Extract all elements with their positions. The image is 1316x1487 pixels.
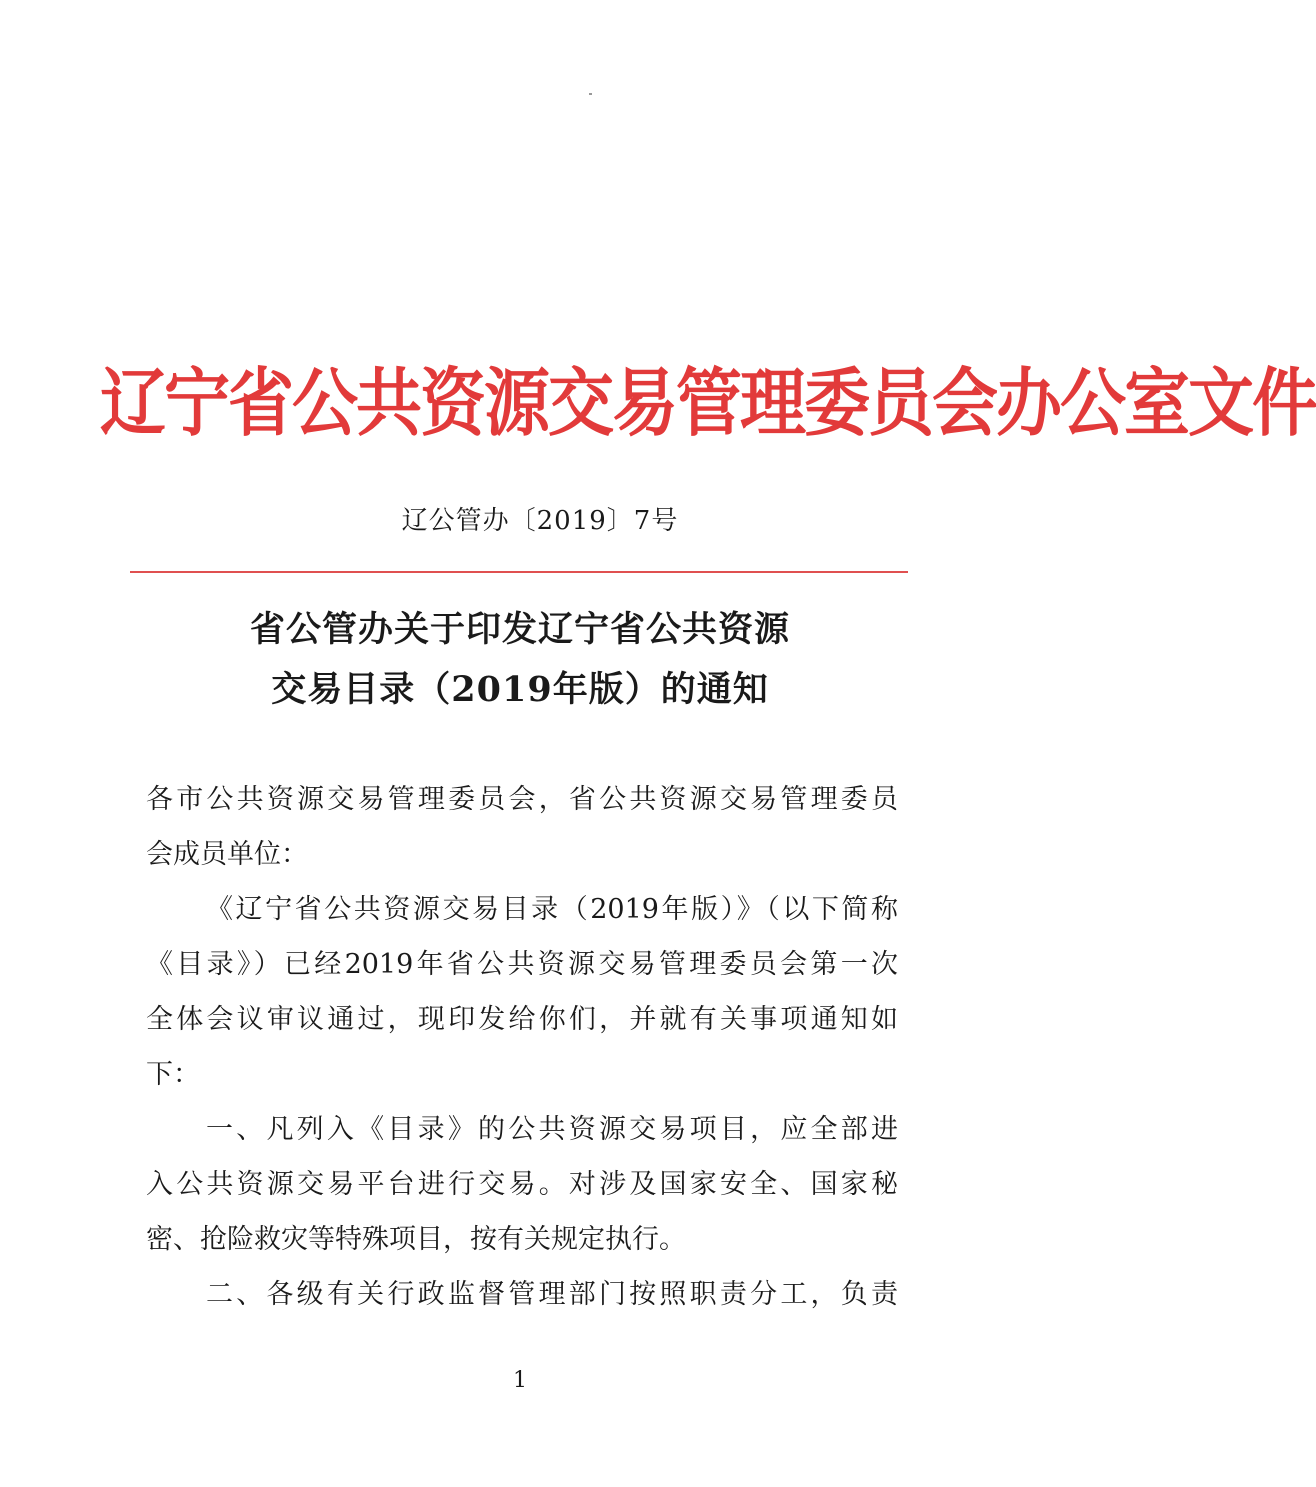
document-number: 辽公管办〔2019〕7号 — [401, 506, 679, 536]
notice-title-line-1: 省公管办关于印发辽宁省公共资源 — [249, 609, 790, 650]
page-number: 1 — [513, 1368, 527, 1393]
body-line: 《辽宁省公共资源交易目录（2019年版）》（以下简称 — [206, 894, 898, 925]
body-line: 会成员单位： — [146, 839, 308, 870]
body-line: 下： — [146, 1059, 200, 1090]
body-line: 入公共资源交易平台进行交易。对涉及国家安全、国家秘 — [146, 1169, 898, 1200]
notice-title — [0, 600, 1040, 720]
body-line: 各市公共资源交易管理委员会，省公共资源交易管理委员 — [146, 784, 898, 815]
notice-body — [146, 772, 898, 1322]
body-line: 全体会议审议通过，现印发给你们，并就有关事项通知如 — [146, 1004, 898, 1035]
notice-title-line-2: 交易目录（2019年版）的通知 — [271, 669, 769, 710]
body-line: 密、抢险救灾等特殊项目，按有关规定执行。 — [146, 1224, 686, 1255]
red-separator-line — [130, 571, 908, 573]
issuing-authority-header: 辽宁省公共资源交易管理委员会办公室文件 — [100, 359, 1316, 447]
body-line: 二、各级有关行政监督管理部门按照职责分工，负责 — [206, 1279, 898, 1310]
body-line: 一、凡列入《目录》的公共资源交易项目，应全部进 — [206, 1114, 898, 1145]
body-line: 《目录》）已经2019年省公共资源交易管理委员会第一次 — [146, 949, 898, 980]
scan-speck — [589, 93, 592, 95]
